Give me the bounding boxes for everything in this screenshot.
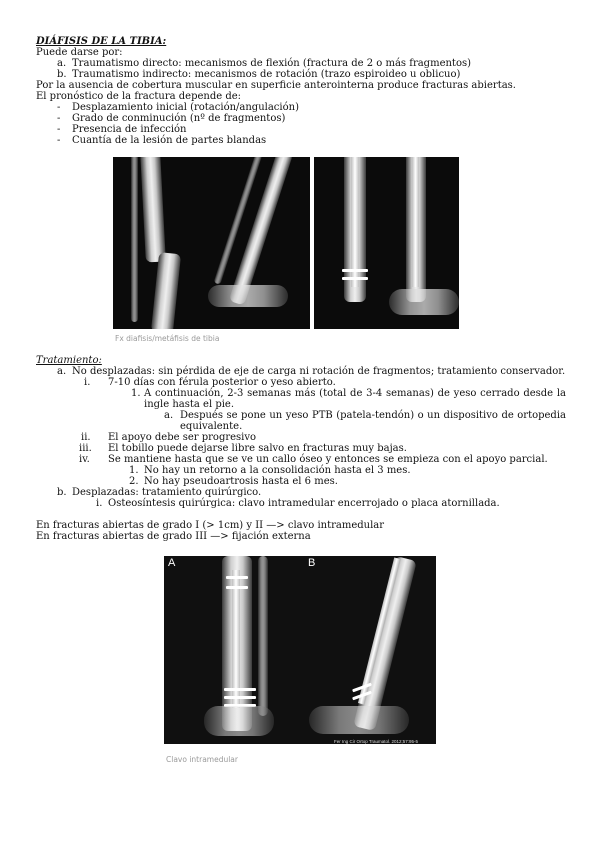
panel-label-a: A <box>168 557 176 569</box>
list-item <box>36 487 566 498</box>
list-text: Desplazamiento inicial (rotación/angulación) <box>72 102 299 113</box>
list-marker: iii. <box>79 443 92 454</box>
figure-caption: Fx diafisis/metáfisis de tibia <box>115 334 220 343</box>
list-marker: - <box>57 113 61 124</box>
list-text: Presencia de infección <box>72 124 187 135</box>
list-item <box>36 476 566 487</box>
list-marker: a. <box>57 58 67 69</box>
list-text: No hay un retorno a la consolidación hasta el 3 mes. <box>144 465 411 476</box>
treatment-title: Tratamiento: <box>36 355 102 366</box>
xray-nail-image <box>314 157 459 329</box>
prognosis-intro: El pronóstico de la fractura depende de: <box>36 91 242 102</box>
list-marker: 1. <box>129 465 139 476</box>
list-text: Desplazadas: tratamiento quirúrgico. <box>72 487 262 498</box>
list-item <box>36 366 566 377</box>
list-marker: a. <box>164 410 174 421</box>
list-text: Después se pone un yeso PTB (patela-tendón) o un dispositivo de ortopedia equivalente. <box>180 410 566 432</box>
list-item <box>36 135 566 146</box>
list-text: No desplazadas: sin pérdida de eje de carga ni rotación de fragmentos; tratamiento conservador. <box>72 366 566 377</box>
intro-text: Puede darse por: <box>36 47 123 58</box>
list-text: Osteosíntesis quirúrgica: clavo intramedular encerrojado o placa atornillada. <box>108 498 500 509</box>
list-text: El tobillo puede dejarse libre salvo en fracturas muy bajas. <box>108 443 407 454</box>
list-marker: - <box>57 135 61 146</box>
list-item <box>36 498 566 509</box>
image-credit: Fer Ing Cir Ortop Traumatol. 2012;57:95-5 <box>334 739 419 744</box>
list-text: Cuantía de la lesión de partes blandas <box>72 135 267 146</box>
list-item <box>36 388 566 410</box>
list-marker: a. <box>57 366 67 377</box>
list-item <box>36 443 566 454</box>
list-item <box>36 410 566 432</box>
list-item <box>36 377 566 388</box>
list-text: A continuación, 2-3 semanas más (total de 3-4 semanas) de yeso cerrado desde la ingle hasta el pie. <box>144 388 566 410</box>
xray-intramedullary-nail-image <box>164 556 436 744</box>
list-item <box>36 58 566 69</box>
list-text: Se mantiene hasta que se ve un callo óseo y entonces se empieza con el apoyo parcial. <box>108 454 548 465</box>
list-marker: iv. <box>79 454 90 465</box>
list-text: Traumatismo indirecto: mecanismos de rotación (trazo espiroideo u oblicuo) <box>72 69 461 80</box>
list-item <box>36 113 566 124</box>
figure-caption: Clavo intramedular <box>166 755 238 764</box>
list-text: El apoyo debe ser progresivo <box>108 432 257 443</box>
list-item <box>36 124 566 135</box>
list-text: No hay pseudoartrosis hasta el 6 mes. <box>144 476 338 487</box>
list-item <box>36 454 566 465</box>
list-item <box>36 465 566 476</box>
list-marker: - <box>57 124 61 135</box>
list-text: Grado de conminución (nº de fragmentos) <box>72 113 286 124</box>
list-marker: 2. <box>129 476 139 487</box>
list-marker: 1. <box>131 388 141 399</box>
list-marker: b. <box>57 487 67 498</box>
list-marker: i. <box>96 498 103 509</box>
xray-fracture-image <box>113 157 310 329</box>
list-marker: - <box>57 102 61 113</box>
list-item <box>36 432 566 443</box>
list-item <box>36 69 566 80</box>
open-fracture-note: Por la ausencia de cobertura muscular en superficie anterointerna produce fracturas abiertas. <box>36 80 516 91</box>
open-fracture-grade-1-2: En fracturas abiertas de grado I (> 1cm) y II —> clavo intramedular <box>36 520 385 531</box>
panel-label-b: B <box>308 557 316 569</box>
list-marker: b. <box>57 69 67 80</box>
list-marker: ii. <box>81 432 91 443</box>
list-marker: i. <box>84 377 91 388</box>
document-page <box>36 36 566 146</box>
section-title: DIÁFISIS DE LA TIBIA: <box>36 36 167 47</box>
list-text: Traumatismo directo: mecanismos de flexión (fractura de 2 o más fragmentos) <box>72 58 471 69</box>
treatment-section <box>36 355 566 542</box>
list-item <box>36 102 566 113</box>
open-fracture-grade-3: En fracturas abiertas de grado III —> fijación externa <box>36 531 311 542</box>
list-text: 7-10 días con férula posterior o yeso abierto. <box>108 377 336 388</box>
